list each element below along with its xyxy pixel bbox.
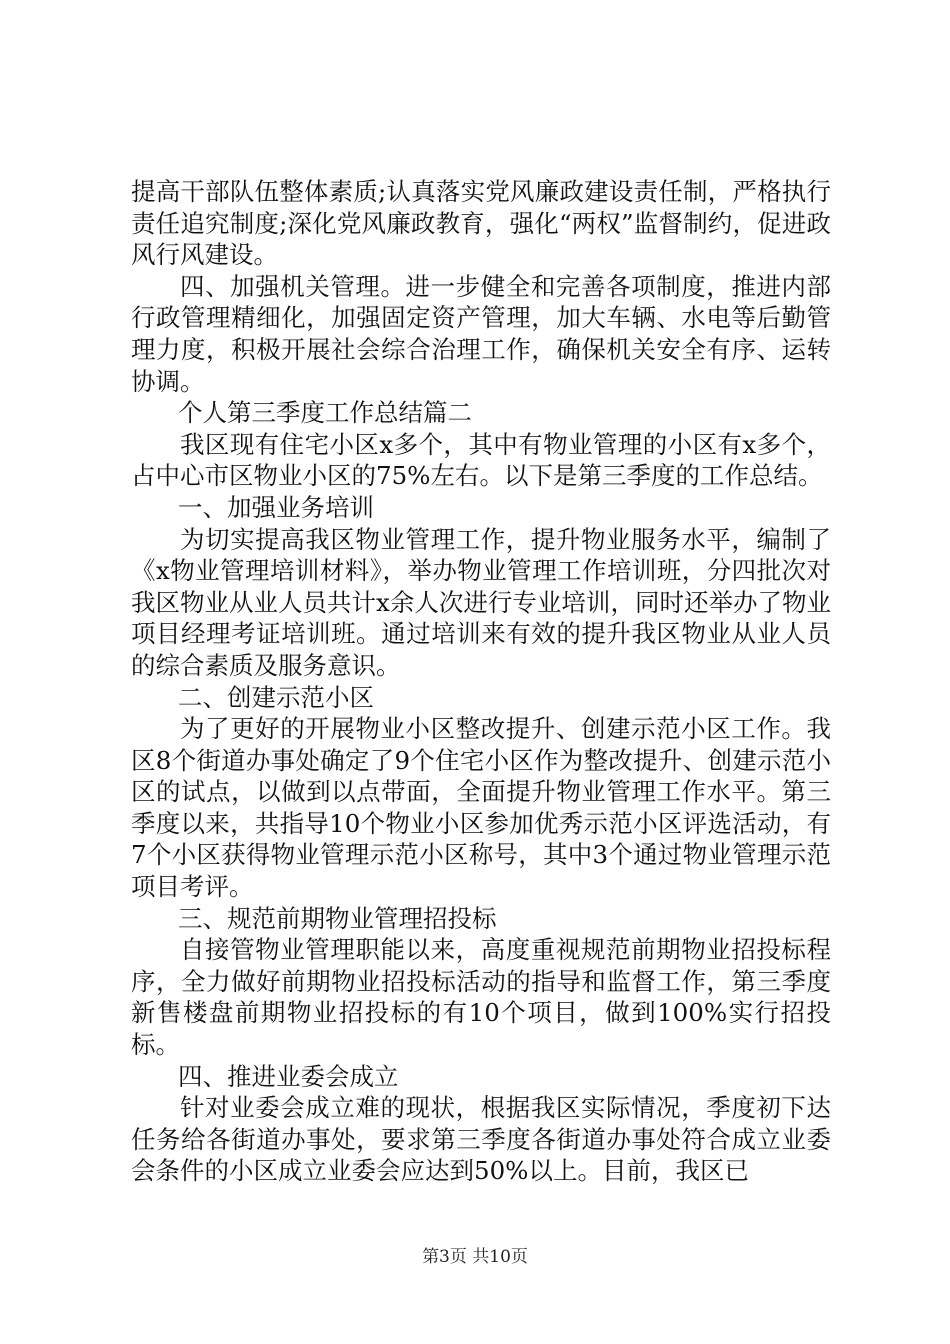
heading-training: 一、加强业务培训 <box>178 492 374 522</box>
heading-owners-committee: 四、推进业委会成立 <box>178 1061 399 1091</box>
heading-bidding: 三、规范前期物业管理招投标 <box>178 903 497 933</box>
paragraph-demo-community: 为了更好的开展物业小区整改提升、创建示范小区工作。我区8个街道办事处确定了9个住宅小区作为整改提升、创建示范小区的试点，以做到以点带面，全面提升物业管理工作水平。第三季度以来，共指导10个物业小区参加优秀示范小区评选活动，有7个小区获得物业管理示范小区称号，其中3个通过物业管理示范项目考评。 <box>131 714 831 902</box>
page-number-footer: 第3页 共10页 <box>422 1247 528 1267</box>
article-title-part-two: 个人第三季度工作总结篇二 <box>178 398 472 428</box>
document-body <box>131 176 831 1187</box>
paragraph-bidding: 自接管物业管理职能以来，高度重视规范前期物业招投标程序，全力做好前期物业招投标活动的指导和监督工作，第三季度新售楼盘前期物业招投标的有10个项目，做到100%实行招投标。 <box>131 935 831 1060</box>
paragraph-section-four-management: 四、加强机关管理。进一步健全和完善各项制度，推进内部行政管理精细化，加强固定资产管理，加大车辆、水电等后勤管理力度，积极开展社会综合治理工作，确保机关安全有序、运转协调。 <box>131 271 831 396</box>
heading-demo-community: 二、创建示范小区 <box>178 682 374 712</box>
paragraph-intro: 我区现有住宅小区x多个，其中有物业管理的小区有x多个，占中心市区物业小区的75%左右。以下是第三季度的工作总结。 <box>131 429 831 491</box>
paragraph-owners-committee: 针对业委会成立难的现状，根据我区实际情况，季度初下达任务给各街道办事处，要求第三季度各街道办事处符合成立业委会条件的小区成立业委会应达到50%以上。目前，我区已 <box>131 1093 831 1186</box>
paragraph-training: 为切实提高我区物业管理工作，提升物业服务水平，编制了《x物业管理培训材料》，举办物业管理工作培训班，分四批次对我区物业从业人员共计x余人次进行专业培训，同时还举办了物业项目经理考证培训班。通过培训来有效的提升我区物业从业人员的综合素质及服务意识。 <box>131 524 831 680</box>
paragraph-continuation: 提高干部队伍整体素质;认真落实党风廉政建设责任制，严格执行责任追究制度;深化党风廉政教育，强化“两权”监督制约，促进政风行风建设。 <box>131 177 831 270</box>
